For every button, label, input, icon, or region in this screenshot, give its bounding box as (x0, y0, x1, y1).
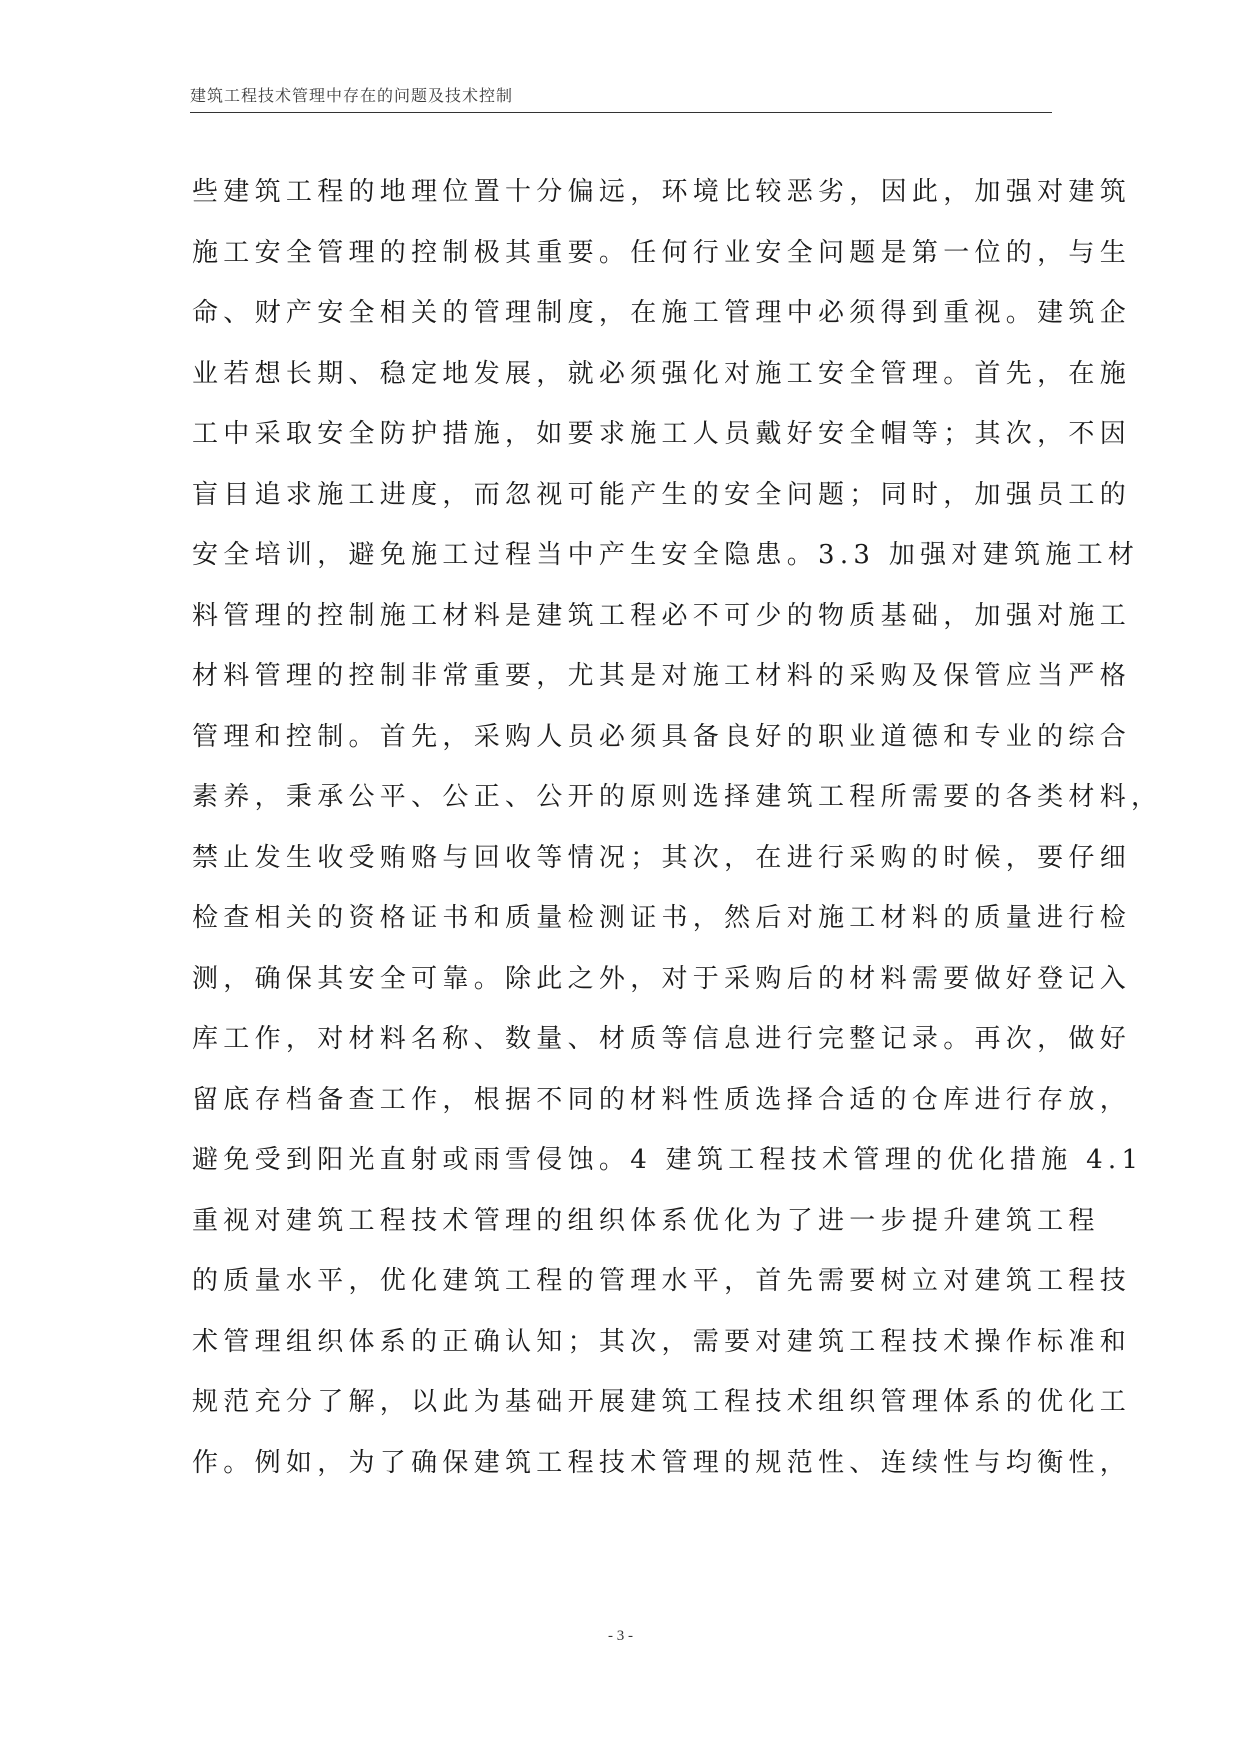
body-text (192, 162, 1163, 1493)
header-title: 建筑工程技术管理中存在的问题及技术控制 (190, 86, 514, 105)
text-line: 材料管理的控制非常重要，尤其是对施工材料的采购及保管应当严格 (192, 661, 1132, 691)
text-line: 避免受到阳光直射或雨雪侵蚀。4 建筑工程技术管理的优化措施 4.1 (192, 1145, 1144, 1175)
text-line: 素养，秉承公平、公正、公开的原则选择建筑工程所需要的各类材料， (192, 782, 1163, 812)
text-line: 检查相关的资格证书和质量检测证书，然后对施工材料的质量进行检 (192, 903, 1132, 933)
text-line: 管理和控制。首先，采购人员必须具备良好的职业道德和专业的综合 (192, 721, 1132, 752)
page-number: - 3 - (608, 1628, 633, 1644)
text-line: 禁止发生收受贿赂与回收等情况；其次，在进行采购的时候，要仔细 (192, 842, 1132, 873)
text-line: 规范充分了解，以此为基础开展建筑工程技术组织管理体系的优化工 (192, 1387, 1132, 1417)
page-header (190, 86, 1052, 113)
text-line: 命、财产安全相关的管理制度，在施工管理中必须得到重视。建筑企 (192, 298, 1132, 328)
text-line: 施工安全管理的控制极其重要。任何行业安全问题是第一位的，与生 (192, 237, 1132, 268)
text-line: 工中采取安全防护措施，如要求施工人员戴好安全帽等；其次，不因 (192, 419, 1132, 449)
text-line: 留底存档备查工作，根据不同的材料性质选择合适的仓库进行存放， (192, 1084, 1132, 1115)
text-line: 安全培训，避免施工过程当中产生安全隐患。3.3 加强对建筑施工材 (192, 540, 1140, 570)
text-line: 重视对建筑工程技术管理的组织体系优化为了进一步提升建筑工程 (192, 1205, 1100, 1236)
text-line: 测，确保其安全可靠。除此之外，对于采购后的材料需要做好登记入 (192, 963, 1132, 994)
text-line: 作。例如，为了确保建筑工程技术管理的规范性、连续性与均衡性， (192, 1447, 1132, 1478)
text-line: 业若想长期、稳定地发展，就必须强化对施工安全管理。首先，在施 (192, 358, 1132, 389)
text-line: 库工作，对材料名称、数量、材质等信息进行完整记录。再次，做好 (192, 1024, 1132, 1054)
text-line: 料管理的控制施工材料是建筑工程必不可少的物质基础，加强对施工 (192, 600, 1132, 631)
text-line: 的质量水平，优化建筑工程的管理水平，首先需要树立对建筑工程技 (192, 1266, 1132, 1296)
text-line: 术管理组织体系的正确认知；其次，需要对建筑工程技术操作标准和 (192, 1326, 1132, 1357)
text-line: 盲目追求施工进度，而忽视可能产生的安全问题；同时，加强员工的 (192, 479, 1132, 510)
text-line: 些建筑工程的地理位置十分偏远，环境比较恶劣，因此，加强对建筑 (192, 177, 1132, 207)
